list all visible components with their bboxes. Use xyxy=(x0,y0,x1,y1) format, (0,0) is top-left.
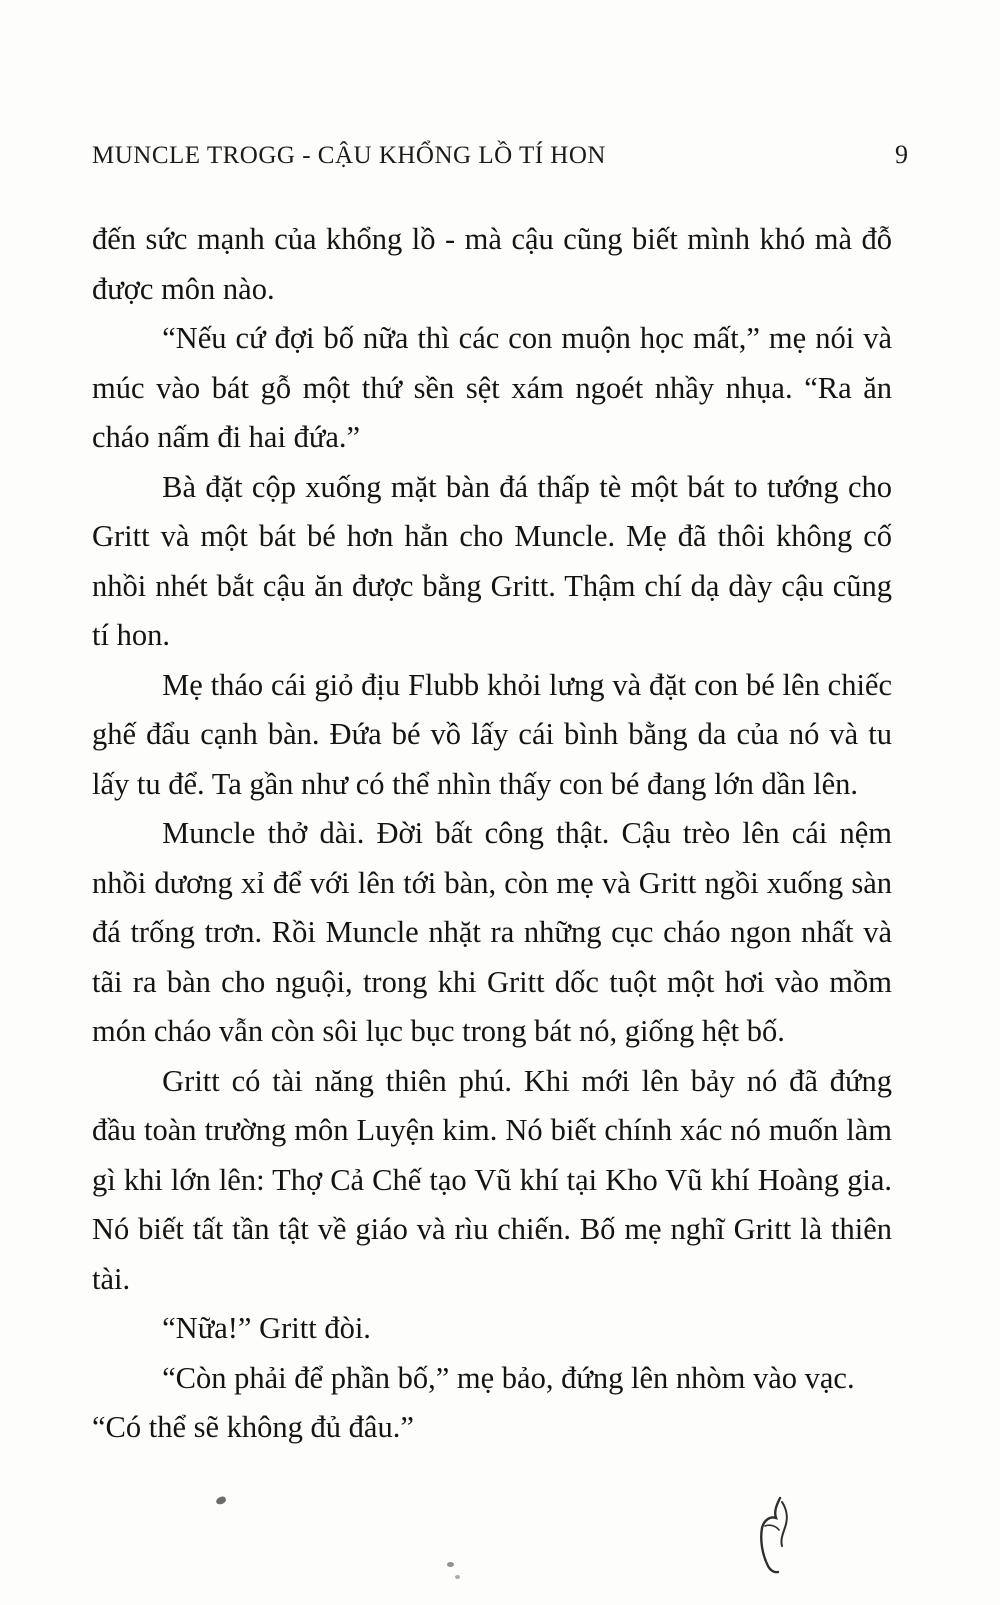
paragraph: Mẹ tháo cái giỏ địu Flubb khỏi lưng và đặt con bé lên chiếc ghế đẩu cạnh bàn. Đứa bé vồ lấy cái bình bằng da của nó và tu lấy tu để. Ta gần như có thể nhìn thấy con bé đang lớn dần lên. xyxy=(92,667,892,801)
paragraph: “Có thể sẽ không đủ đâu.” xyxy=(92,1410,414,1444)
paragraph: Muncle thở dài. Đời bất công thật. Cậu trèo lên cái nệm nhồi dương xỉ để với lên tới bàn, còn mẹ và Gritt ngồi xuống sàn đá trống trơn. Rồi Muncle nhặt ra những cục cháo ngon nhất và tãi ra bàn cho nguội, trong khi Gritt dốc tuột một hơi vào mồm món cháo vẫn còn sôi lục bục trong bát nó, giống hệt bố. xyxy=(92,816,892,1048)
paragraph: Bà đặt cộp xuống mặt bàn đá thấp tè một bát to tướng cho Gritt và một bát bé hơn hẳn cho Muncle. Mẹ đã thôi không cố nhồi nhét bắt cậu ăn được bằng Gritt. Thậm chí dạ dày cậu cũng tí hon. xyxy=(92,469,892,652)
paragraph: “Nếu cứ đợi bố nữa thì các con muộn học mất,” mẹ nói và múc vào bát gỗ một thứ sền sệt xám ngoét nhầy nhụa. “Ra ăn cháo nấm đi hai đứa.” xyxy=(92,321,892,454)
ink-smudge-icon xyxy=(215,1496,227,1506)
paragraph: “Nữa!” Gritt đòi. xyxy=(162,1311,371,1345)
page-header xyxy=(92,140,908,170)
paragraph: đến sức mạnh của khổng lồ - mà cậu cũng biết mình khó mà đỗ được môn nào. xyxy=(92,222,892,306)
paragraph: “Còn phải để phần bố,” mẹ bảo, đứng lên nhòm vào vạc. xyxy=(162,1360,855,1395)
ink-speck-icon xyxy=(447,1562,454,1567)
body-text xyxy=(92,215,892,1453)
page-number: 9 xyxy=(895,140,908,169)
ink-flourish-icon xyxy=(752,1496,798,1574)
running-head: MUNCLE TROGG - CẬU KHỔNG LỒ TÍ HON xyxy=(92,142,606,169)
ink-speck-icon xyxy=(455,1575,460,1579)
paragraph: Gritt có tài năng thiên phú. Khi mới lên bảy nó đã đứng đầu toàn trường môn Luyện kim. Nó biết chính xác nó muốn làm gì khi lớn lên: Thợ Cả Chế tạo Vũ khí tại Kho Vũ khí Hoàng gia. Nó biết tất tần tật về giáo và rìu chiến. Bố mẹ nghĩ Gritt là thiên tài. xyxy=(92,1063,892,1296)
